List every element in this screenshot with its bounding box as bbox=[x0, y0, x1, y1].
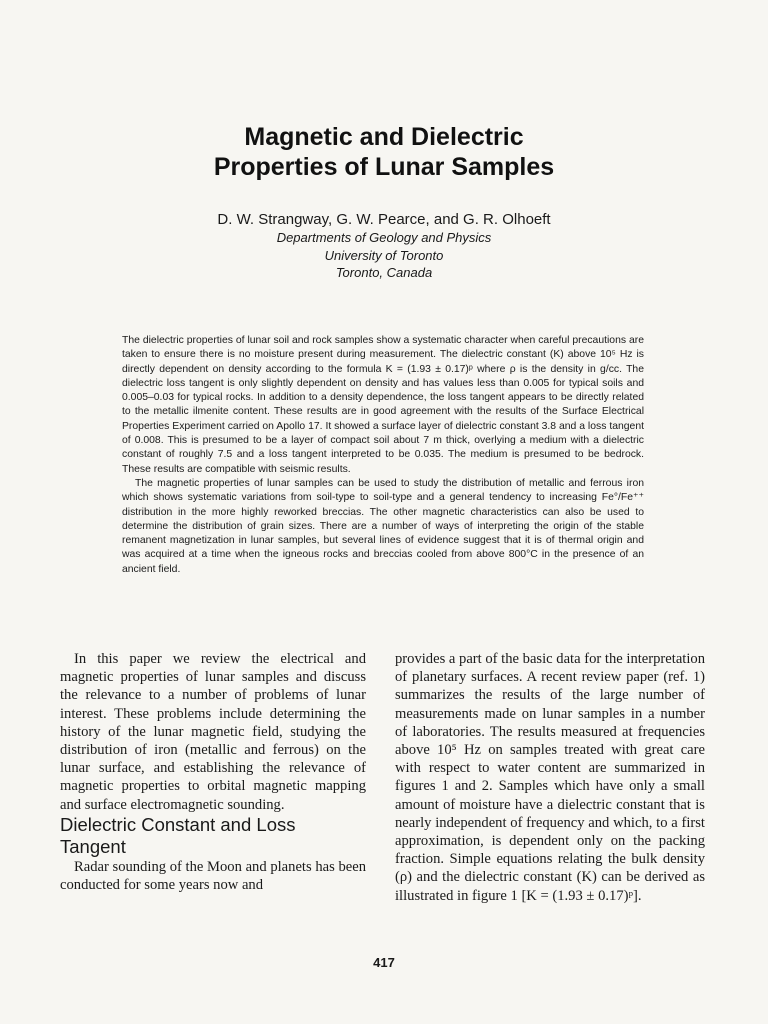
section-paragraph: Radar sounding of the Moon and planets has been conducted for some years now and bbox=[60, 858, 366, 894]
title-line-2: Properties of Lunar Samples bbox=[213, 153, 555, 181]
page-number: 417 bbox=[373, 955, 395, 970]
title-line-1: Magnetic and Dielectric bbox=[244, 123, 524, 151]
body-column-left bbox=[60, 650, 366, 894]
affiliation-university: University of Toronto bbox=[324, 247, 444, 263]
section-heading: Dielectric Constant and Loss Tangent bbox=[60, 813, 296, 857]
abstract-paragraph-dielectric: The dielectric properties of lunar soil and rock samples show a systematic character when careful precautions are taken to ensure there is no moisture present during measurement. The dielectric constant (K) above 10⁵ Hz is directly dependent on density according to the formula K = (1.93 ± 0.17)ᵖ where ρ is the density in g/cc. The dielectric loss tangent is only slightly dependent on density and has values less than 0.005 for typical soils and 0.005–0.03 for typical rocks. In addition to a density dependence, the loss tangent appears to be directly related to the metallic ilmenite content. These results are in good agreement with the results of the Surface Electrical Properties Experiment carried on Apollo 17. It showed a surface layer of dielectric constant 3.8 and a loss tangent of 0.008. This is presumed to be a layer of compact soil about 7 m thick, overlying a medium with a dielectric constant of roughly 7.5 and a loss tangent interpreted to be 0.035. The medium is presumed to be bedrock. These results are compatible with seismic results. bbox=[122, 335, 644, 475]
affiliation-department: Departments of Geology and Physics bbox=[276, 230, 492, 245]
right-column-paragraph: provides a part of the basic data for the interpretation of planetary surfaces. A recent review paper (ref. 1) summarizes the results of the large number of measurements made on lunar samples in a number of laboratories. The results measured at frequencies above 10⁵ Hz on samples treated with great care with respect to water content are summarized in figures 1 and 2. Samples which have only a small amount of moisture have a dielectric constant that is nearly independent of frequency and which, to a first approximation, is dependent only on the packing fraction. Simple equations relating the bulk density (ρ) and the dielectric constant (K) can be derived as illustrated in figure 1 [K = (1.93 ± 0.17)ᵖ]. bbox=[395, 651, 705, 904]
body-column-right bbox=[395, 650, 705, 905]
abstract-paragraph-magnetic: The magnetic properties of lunar samples can be used to study the distribution of metallic and ferrous iron which shows systematic variations from soil-type to soil-type and a general tendency to increasing Fe°/Fe⁺⁺ distribution in the more highly reworked breccias. The other magnetic characteristics can also be used to determine the distribution of grain sizes. There are a number of ways of interpreting the origin of the stable remanent magnetization in lunar samples, but several lines of evidence suggest that it is of thermal origin and was acquired at a time when the igneous rocks and breccias cooled from above 800°C in the presence of an ancient field. bbox=[122, 477, 644, 575]
intro-paragraph: In this paper we review the electrical and magnetic properties of lunar samples and discuss the relevance to a number of problems of lunar interest. These problems include determining the history of the lunar magnetic field, studying the distribution of iron (metallic and ferrous) on the lunar surface, and establishing the relevance of magnetic properties to orbital magnetic mapping and surface electromagnetic sounding. bbox=[60, 651, 366, 813]
abstract bbox=[122, 334, 644, 577]
affiliation bbox=[0, 229, 768, 282]
author-list: D. W. Strangway, G. W. Pearce, and G. R. Olhoeft bbox=[217, 211, 551, 228]
affiliation-location: Toronto, Canada bbox=[335, 265, 433, 280]
paper-title bbox=[0, 122, 768, 182]
